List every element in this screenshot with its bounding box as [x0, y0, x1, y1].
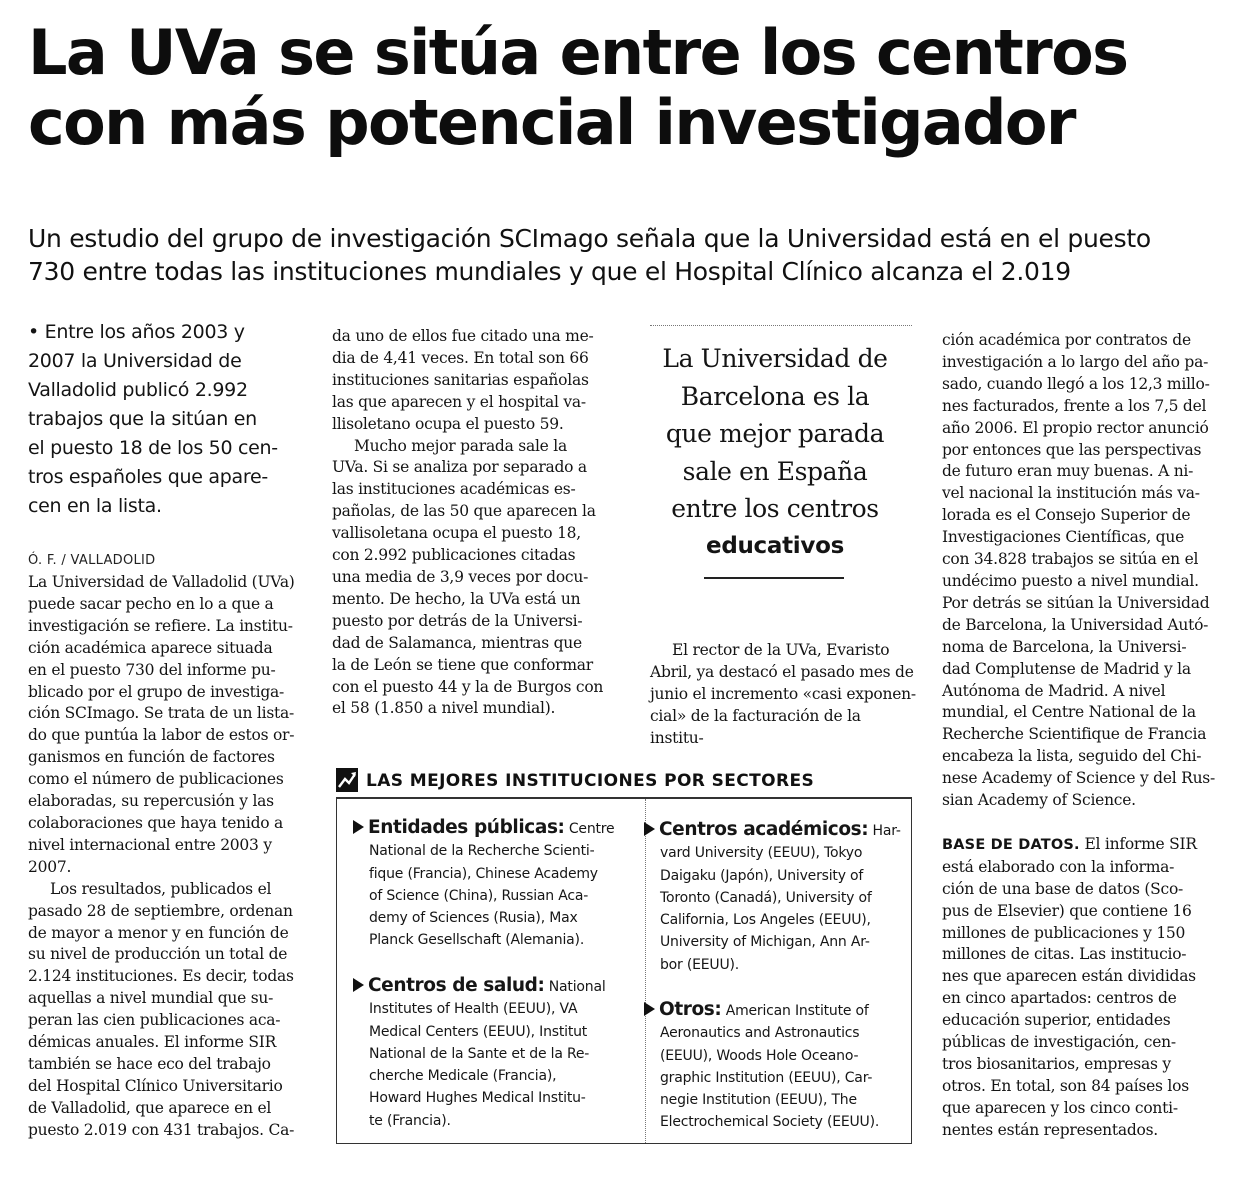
text-line: investigación a lo largo del año pa-	[942, 352, 1209, 371]
text-span: El informe SIR	[1084, 834, 1197, 853]
text-line: de futuro eran muy buenas. A ni-	[942, 462, 1194, 481]
article-column-2	[332, 326, 612, 720]
pullquote-line: sale en España	[682, 456, 868, 486]
text-line: investigación se refiere. La institu-	[28, 616, 293, 635]
text-line: peran las cien publicaciones aca-	[28, 1011, 281, 1030]
text-line: fique (Francia), Chinese Academy	[369, 865, 598, 882]
text-line: mundial, el Centre National de la	[942, 703, 1196, 722]
sector-arrow-icon	[353, 820, 364, 834]
pullquote-line: La Universidad de	[662, 344, 888, 373]
text-line: con 2.992 publicaciones citadas	[332, 546, 576, 565]
text-line: una media de 3,9 veces por docu-	[332, 567, 589, 586]
trend-arrow-icon	[336, 768, 358, 792]
lead-line: tros españoles que apare-	[28, 466, 268, 488]
text-line: undécimo puesto a nivel mundial.	[942, 571, 1199, 590]
byline: Ó. F. / VALLADOLID	[28, 553, 156, 568]
text-line: negie Institution (EEUU), The	[660, 1092, 857, 1109]
sector-arrow-icon	[644, 822, 655, 836]
text-line: ción SCImago. Se trata de un lista-	[28, 704, 294, 723]
pullquote-line: entre los centros	[671, 494, 879, 523]
text-line: ción académica aparece situada	[28, 638, 273, 657]
text-line: UVa. Si se analiza por separado a	[332, 458, 587, 477]
text-line: Institutes of Health (EEUU), VA	[369, 1001, 578, 1018]
text-line: colaboraciones que haya tenido a	[28, 813, 284, 832]
text-line: junio el incremento «casi exponen-	[650, 684, 916, 703]
text-line: 2.124 instituciones. Es decir, todas	[28, 967, 294, 986]
text-span: Har-	[872, 823, 901, 839]
text-line: llisoletano ocupa el puesto 59.	[332, 414, 564, 433]
text-line: Daigaku (Japón), University of	[660, 867, 864, 884]
section-label-base-de-datos: BASE DE DATOS.	[942, 836, 1080, 853]
text-line: Por detrás se sitúan la Universidad	[942, 593, 1210, 612]
text-line: blicado por el grupo de investiga-	[28, 682, 285, 701]
sectors-box-title: LAS MEJORES INSTITUCIONES POR SECTORES	[366, 771, 815, 791]
text-line: está elaborado con la informa-	[942, 857, 1175, 876]
text-line: encabeza la lista, seguido del Chi-	[942, 747, 1202, 766]
text-span: National	[548, 979, 606, 995]
text-line: La Universidad de Valladolid (UVa)	[28, 573, 295, 591]
text-line: of Science (China), Russian Aca-	[369, 887, 589, 904]
text-line: dia de 4,41 veces. En total son 66	[332, 348, 589, 367]
text-line: El rector de la UVa, Evaristo	[672, 641, 890, 659]
text-line: graphic Institution (EEUU), Car-	[660, 1069, 873, 1086]
text-line: las que aparecen y el hospital va-	[332, 392, 586, 411]
text-line: nentes están representados.	[942, 1120, 1158, 1139]
text-line: (EEUU), Woods Hole Oceano-	[660, 1047, 859, 1064]
text-line: nese Academy of Science y del Rus-	[942, 769, 1215, 788]
paragraph-gap	[942, 812, 1222, 834]
headline-line-2: con más potencial investigador	[28, 86, 1075, 159]
lead-bullet: •	[28, 321, 39, 343]
text-line: noma de Barcelona, la Universi-	[942, 637, 1187, 656]
subheadline	[28, 222, 1228, 288]
text-line: Investigaciones Científicas, que	[942, 528, 1185, 547]
text-line: California, Los Angeles (EEUU),	[660, 912, 871, 929]
sector-title: Entidades públicas:	[368, 817, 565, 838]
text-line: Planck Gesellschaft (Alemania).	[369, 932, 585, 949]
subheadline-line-1: Un estudio del grupo de investigación SCImago señala que la Universidad está en el puesto	[28, 224, 1151, 253]
text-line: lorada es el Consejo Superior de	[942, 506, 1191, 525]
text-line: millones de publicaciones y 150	[942, 923, 1186, 942]
text-line: elaboradas, su repercusión y las	[28, 792, 274, 811]
text-line: de mayor a menor y en función de	[28, 923, 289, 942]
text-line: Howard Hughes Medical Institu-	[369, 1090, 586, 1107]
text-line: con 34.828 trabajos se sitúa en el	[942, 550, 1199, 569]
text-line: nivel internacional entre 2003 y	[28, 835, 272, 854]
sector-centros-academicos	[660, 819, 906, 976]
text-line: las instituciones académicas es-	[332, 480, 576, 499]
text-line: demy of Sciences (Rusia), Max	[369, 910, 578, 927]
text-span: American Institute of	[725, 1003, 869, 1019]
text-line: Los resultados, publicados el	[50, 879, 272, 898]
text-line: cherche Medicale (Francia),	[369, 1068, 557, 1085]
sector-arrow-icon	[644, 1002, 655, 1016]
headline	[28, 18, 1228, 158]
pullquote-rule	[704, 577, 844, 579]
text-line: como el número de publicaciones	[28, 770, 284, 789]
text-line: National de la Recherche Scienti-	[369, 843, 595, 860]
text-line: públicas de investigación, cen-	[942, 1033, 1176, 1052]
text-line: te (Francia).	[369, 1112, 451, 1129]
text-line: Mucho mejor parada sale la	[354, 436, 567, 455]
text-line: Aeronautics and Astronautics	[660, 1025, 860, 1042]
text-line: con el puesto 44 y la de Burgos con	[332, 677, 604, 696]
lead-line: Entre los años 2003 y	[44, 321, 245, 343]
text-line: la de León se tiene que conformar	[332, 655, 593, 674]
text-line: Autónoma de Madrid. A nivel	[942, 681, 1166, 700]
text-line: aquellas a nivel mundial que su-	[28, 989, 274, 1008]
text-line: mento. De hecho, la UVa está un	[332, 589, 581, 608]
article-column-1	[28, 572, 304, 1142]
lead-line: cen en la lista.	[28, 495, 162, 517]
text-line: también se hace eco del trabajo	[28, 1054, 271, 1073]
text-line: pasado 28 de septiembre, ordenan	[28, 901, 293, 920]
text-line: instituciones sanitarias españolas	[332, 370, 589, 389]
pullquote-bold-line: educativos	[706, 532, 844, 559]
text-line: vard University (EEUU), Tokyo	[660, 845, 863, 862]
text-line: ción de una base de datos (Sco-	[942, 879, 1184, 898]
headline-line-1: La UVa se sitúa entre los centros	[28, 16, 1128, 89]
article-column-4	[942, 330, 1222, 1142]
lead-line: 2007 la Universidad de	[28, 350, 242, 372]
text-line: sian Academy of Science.	[942, 791, 1136, 810]
text-line: del Hospital Clínico Universitario	[28, 1076, 283, 1095]
lead-line: el puesto 18 de los 50 cen-	[28, 437, 278, 459]
text-line: ción académica por contratos de	[942, 331, 1191, 349]
text-line: vallisoletana ocupa el puesto 18,	[332, 524, 581, 543]
pullquote	[645, 340, 905, 565]
text-line: el 58 (1.850 a nivel mundial).	[332, 699, 556, 718]
lead-summary	[28, 318, 296, 521]
text-line: do que puntúa la labor de estos or-	[28, 726, 295, 745]
text-line: nes que aparecen están divididas	[942, 967, 1196, 986]
text-line: Electrochemical Society (EEUU).	[660, 1114, 880, 1131]
text-line: educación superior, entidades	[942, 1011, 1171, 1030]
text-line: dad Complutense de Madrid y la	[942, 659, 1191, 678]
sectors-box-header	[336, 766, 914, 798]
text-line: puesto 2.019 con 431 trabajos. Ca-	[28, 1120, 295, 1139]
lead-line: trabajos que la sitúan en	[28, 408, 257, 430]
sector-entidades-publicas	[369, 817, 631, 952]
text-line: démicas anuales. El informe SIR	[28, 1033, 277, 1052]
text-span: Centre	[568, 821, 615, 837]
text-line: por entonces que las perspectivas	[942, 440, 1202, 459]
pullquote-line: Barcelona es la	[680, 381, 870, 411]
sector-arrow-icon	[353, 978, 364, 992]
text-line: pañolas, de las 50 que aparecen la	[332, 502, 596, 521]
text-line: tros biosanitarios, empresas y	[942, 1055, 1171, 1073]
text-line: dad de Salamanca, mientras que	[332, 633, 582, 652]
text-line: Recherche Scientifique de Francia	[942, 725, 1207, 744]
text-line: de Barcelona, la Universidad Autó-	[942, 615, 1209, 634]
text-line: que aparecen y los cinco conti-	[942, 1098, 1178, 1117]
sectors-box-divider	[645, 799, 646, 1143]
text-line: Abril, ya destacó el pasado mes de	[650, 662, 914, 681]
text-line: Toronto (Canadá), University of	[660, 889, 872, 906]
text-line: da uno de ellos fue citado una me-	[332, 327, 594, 345]
text-line: millones de citas. Las institucio-	[942, 945, 1187, 964]
text-line: año 2006. El propio rector anunció	[942, 418, 1209, 437]
text-line: su nivel de producción un total de	[28, 945, 288, 964]
text-line: nes facturados, frente a los 7,5 del	[942, 396, 1207, 415]
text-line: pus de Elsevier) que contiene 16	[942, 901, 1192, 920]
section-first-line	[942, 834, 1222, 857]
text-line: puesto por detrás de la Universi-	[332, 611, 583, 630]
sector-title: Otros:	[659, 999, 722, 1020]
sector-otros	[660, 999, 906, 1134]
text-line: 2007.	[28, 857, 72, 876]
article-column-3	[650, 640, 916, 750]
text-line: puede sacar pecho en lo a que a	[28, 594, 274, 613]
sector-centros-de-salud	[369, 975, 631, 1132]
text-line: otros. En total, son 84 países los	[942, 1076, 1189, 1095]
text-line: de Valladolid, que aparece en el	[28, 1098, 272, 1117]
text-line: University of Michigan, Ann Ar-	[660, 934, 870, 951]
text-line: vel nacional la institución más va-	[942, 484, 1200, 503]
text-line: sado, cuando llegó a los 12,3 millo-	[942, 374, 1210, 393]
subheadline-line-2: 730 entre todas las instituciones mundiales y que el Hospital Clínico alcanza el 2.019	[28, 257, 1071, 286]
pullquote-top-rule	[650, 325, 912, 326]
text-line: ganismos en función de factores	[28, 748, 275, 767]
text-line: Medical Centers (EEUU), Institut	[369, 1023, 588, 1040]
text-line: en el puesto 730 del informe pu-	[28, 660, 276, 679]
sector-title: Centros de salud:	[368, 975, 545, 996]
lead-line: Valladolid publicó 2.992	[28, 379, 248, 401]
text-line: National de la Sante et de la Re-	[369, 1045, 590, 1062]
text-line: bor (EEUU).	[660, 956, 740, 973]
pullquote-line: que mejor parada	[665, 419, 885, 448]
text-line: en cinco apartados: centros de	[942, 989, 1177, 1008]
sector-title: Centros académicos:	[659, 819, 869, 840]
text-line: cial» de la facturación de la institu-	[650, 706, 861, 747]
